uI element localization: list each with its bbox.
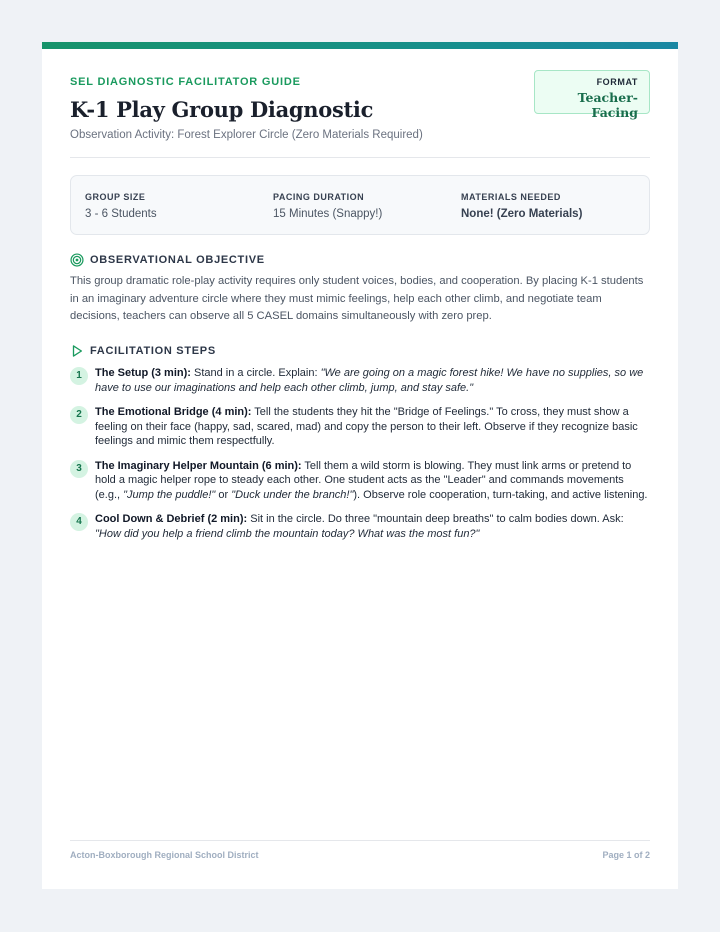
page-title: K-1 Play Group Diagnostic: [70, 97, 374, 122]
footer-page-number: Page 1 of 2: [602, 850, 650, 860]
info-label: PACING DURATION: [273, 192, 365, 202]
target-icon: [70, 253, 84, 267]
info-materials-needed: [461, 192, 582, 220]
step-text: Sit in the circle. Do three "mountain deep breaths" to calm bodies down. Ask:: [247, 513, 624, 525]
step-number: 3: [70, 460, 88, 478]
step-item: [70, 459, 650, 503]
steps-section-header: [70, 344, 216, 358]
footer-district: Acton-Boxborough Regional School District: [70, 850, 259, 860]
info-value: None! (Zero Materials): [461, 208, 583, 220]
format-label: FORMAT: [596, 77, 638, 87]
objective-text: This group dramatic role-play activity requires only student voices, bodies, and cooperation. By placing K-1 students in an imaginary adventure circle where they must mimic feelings, help each other climb, and negotiate team decisions, teachers can observe all 5 CASEL domains simultaneously with zero prep.: [70, 275, 644, 322]
document-page: [42, 42, 678, 889]
info-group-size: [85, 192, 157, 220]
page-content: [70, 76, 650, 540]
step-title: The Imaginary Helper Mountain (6 min):: [95, 459, 302, 472]
step-title: The Emotional Bridge (4 min):: [95, 406, 252, 418]
play-icon: [70, 344, 84, 358]
objective-title: OBSERVATIONAL OBJECTIVE: [90, 254, 265, 266]
info-label: MATERIALS NEEDED: [461, 192, 561, 202]
steps-title: FACILITATION STEPS: [90, 345, 216, 357]
step-number: 2: [70, 406, 88, 424]
step-quote: "How did you help a friend climb the mountain today? What was the most fun?": [95, 527, 480, 540]
step-text: Tell them a wild storm is blowing. They must link arms or pretend to hold a magic helper rope to steady each other. One student acts as the "Leader" and commands movements (e.g.,: [95, 459, 632, 501]
step-item: [70, 512, 650, 541]
facilitation-steps-list: [70, 366, 650, 551]
step-text: or: [215, 488, 232, 501]
step-number: 4: [70, 513, 88, 531]
step-quote: "Duck under the branch!": [231, 488, 354, 501]
page-footer: [70, 840, 650, 860]
step-quote: "We are going on a magic forest hike! We have no supplies, so we have to use our imaginations and help each other climb, jump, and stay safe.": [95, 367, 644, 394]
activity-info-box: [70, 175, 650, 235]
accent-bar: [42, 42, 678, 49]
info-value: 15 Minutes (Snappy!): [273, 208, 383, 220]
step-title: The Setup (3 min):: [95, 367, 191, 379]
step-item: [70, 405, 650, 449]
info-value: 3 - 6 Students: [85, 208, 157, 220]
header-divider: [70, 157, 650, 158]
format-badge: [534, 70, 650, 120]
step-text: Stand in a circle. Explain:: [190, 367, 321, 379]
step-title: Cool Down & Debrief (2 min):: [95, 513, 248, 525]
page-subtitle: Observation Activity: Forest Explorer Circle (Zero Materials Required): [70, 129, 423, 141]
guide-kicker: SEL DIAGNOSTIC FACILITATOR GUIDE: [70, 76, 301, 88]
objective-section-header: [70, 253, 265, 267]
step-quote: "Jump the puddle!": [123, 488, 216, 501]
format-value: Teacher-Facing: [577, 90, 638, 120]
step-item: [70, 366, 650, 395]
step-text: ). Observe role cooperation, turn-taking, and active listening.: [353, 488, 648, 501]
info-label: GROUP SIZE: [85, 192, 146, 202]
info-pacing-duration: [273, 192, 382, 220]
step-number: 1: [70, 367, 88, 385]
step-text: Tell the students they hit the "Bridge of Feelings." To cross, they must show a feeling on their face (happy, sad, scared, mad) and copy the person to their left. Observe if they recognize basic feelings and mimic them respectfully.: [95, 406, 638, 447]
